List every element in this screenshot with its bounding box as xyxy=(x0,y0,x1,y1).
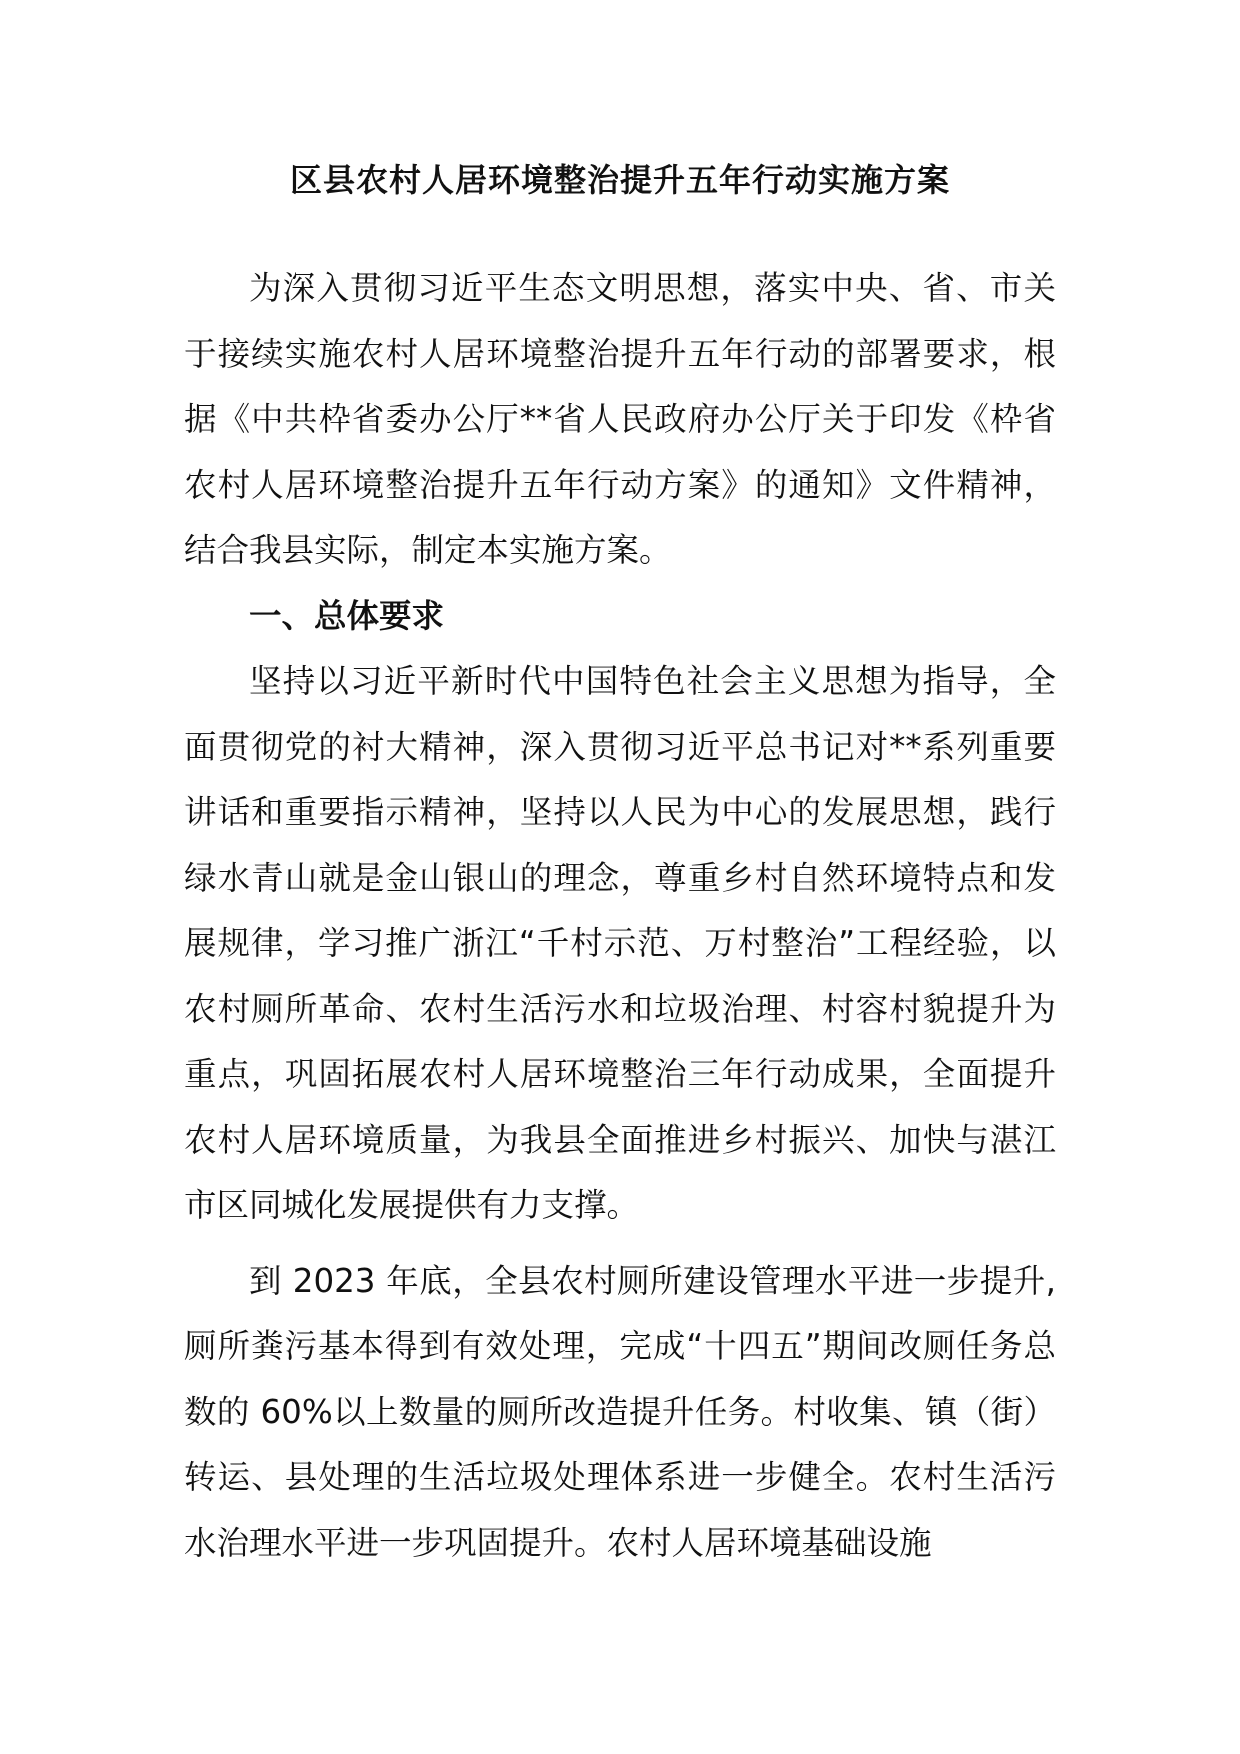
intro-paragraph: 为深入贯彻习近平生态文明思想，落实中央、省、市关于接续实施农村人居环境整治提升五年行动的部署要求，根据《中共枠省委办公厅**省人民政府办公厅关于印发《枠省农村人居环境整治提升五年行动方案》的通知》文件精神，结合我县实际，制定本实施方案。 xyxy=(184,269,1056,569)
general-requirements-paragraph: 坚持以习近平新时代中国特色社会主义思想为指导，全面贯彻党的衬大精神，深入贯彻习近平总书记对**系列重要讲话和重要指示精神，坚持以人民为中心的发展思想，践行绿水青山就是金山银山的理念，尊重乡村自然环境特点和发展规律，学习推广浙江“千村示范、万村整治”工程经验，以农村厕所革命、农村生活污水和垃圾治理、村容村貌提升为重点，巩固拓展农村人居环境整治三年行动成果，全面提升农村人居环境质量，为我县全面推进乡村振兴、加快与湛江市区同城化发展提供有力支撑。 xyxy=(184,662,1056,1224)
goals-2023-paragraph: 到 2023 年底，全县农村厕所建设管理水平进一步提升,厕所粪污基本得到有效处理，完成“十四五”期间改厕任务总数的 60%以上数量的厕所改造提升任务。村收集、镇（街）转运、县处理的生活垃圾处理体系进一步健全。农村生活污水治理水平进一步巩固提升。农村人居环境基础设施 xyxy=(184,1261,1056,1562)
section-heading-general-requirements: 一、总体要求 xyxy=(249,596,445,635)
document-body xyxy=(184,256,1056,1576)
document-title: 区县农村人居环境整治提升五年行动实施方案 xyxy=(289,161,950,199)
